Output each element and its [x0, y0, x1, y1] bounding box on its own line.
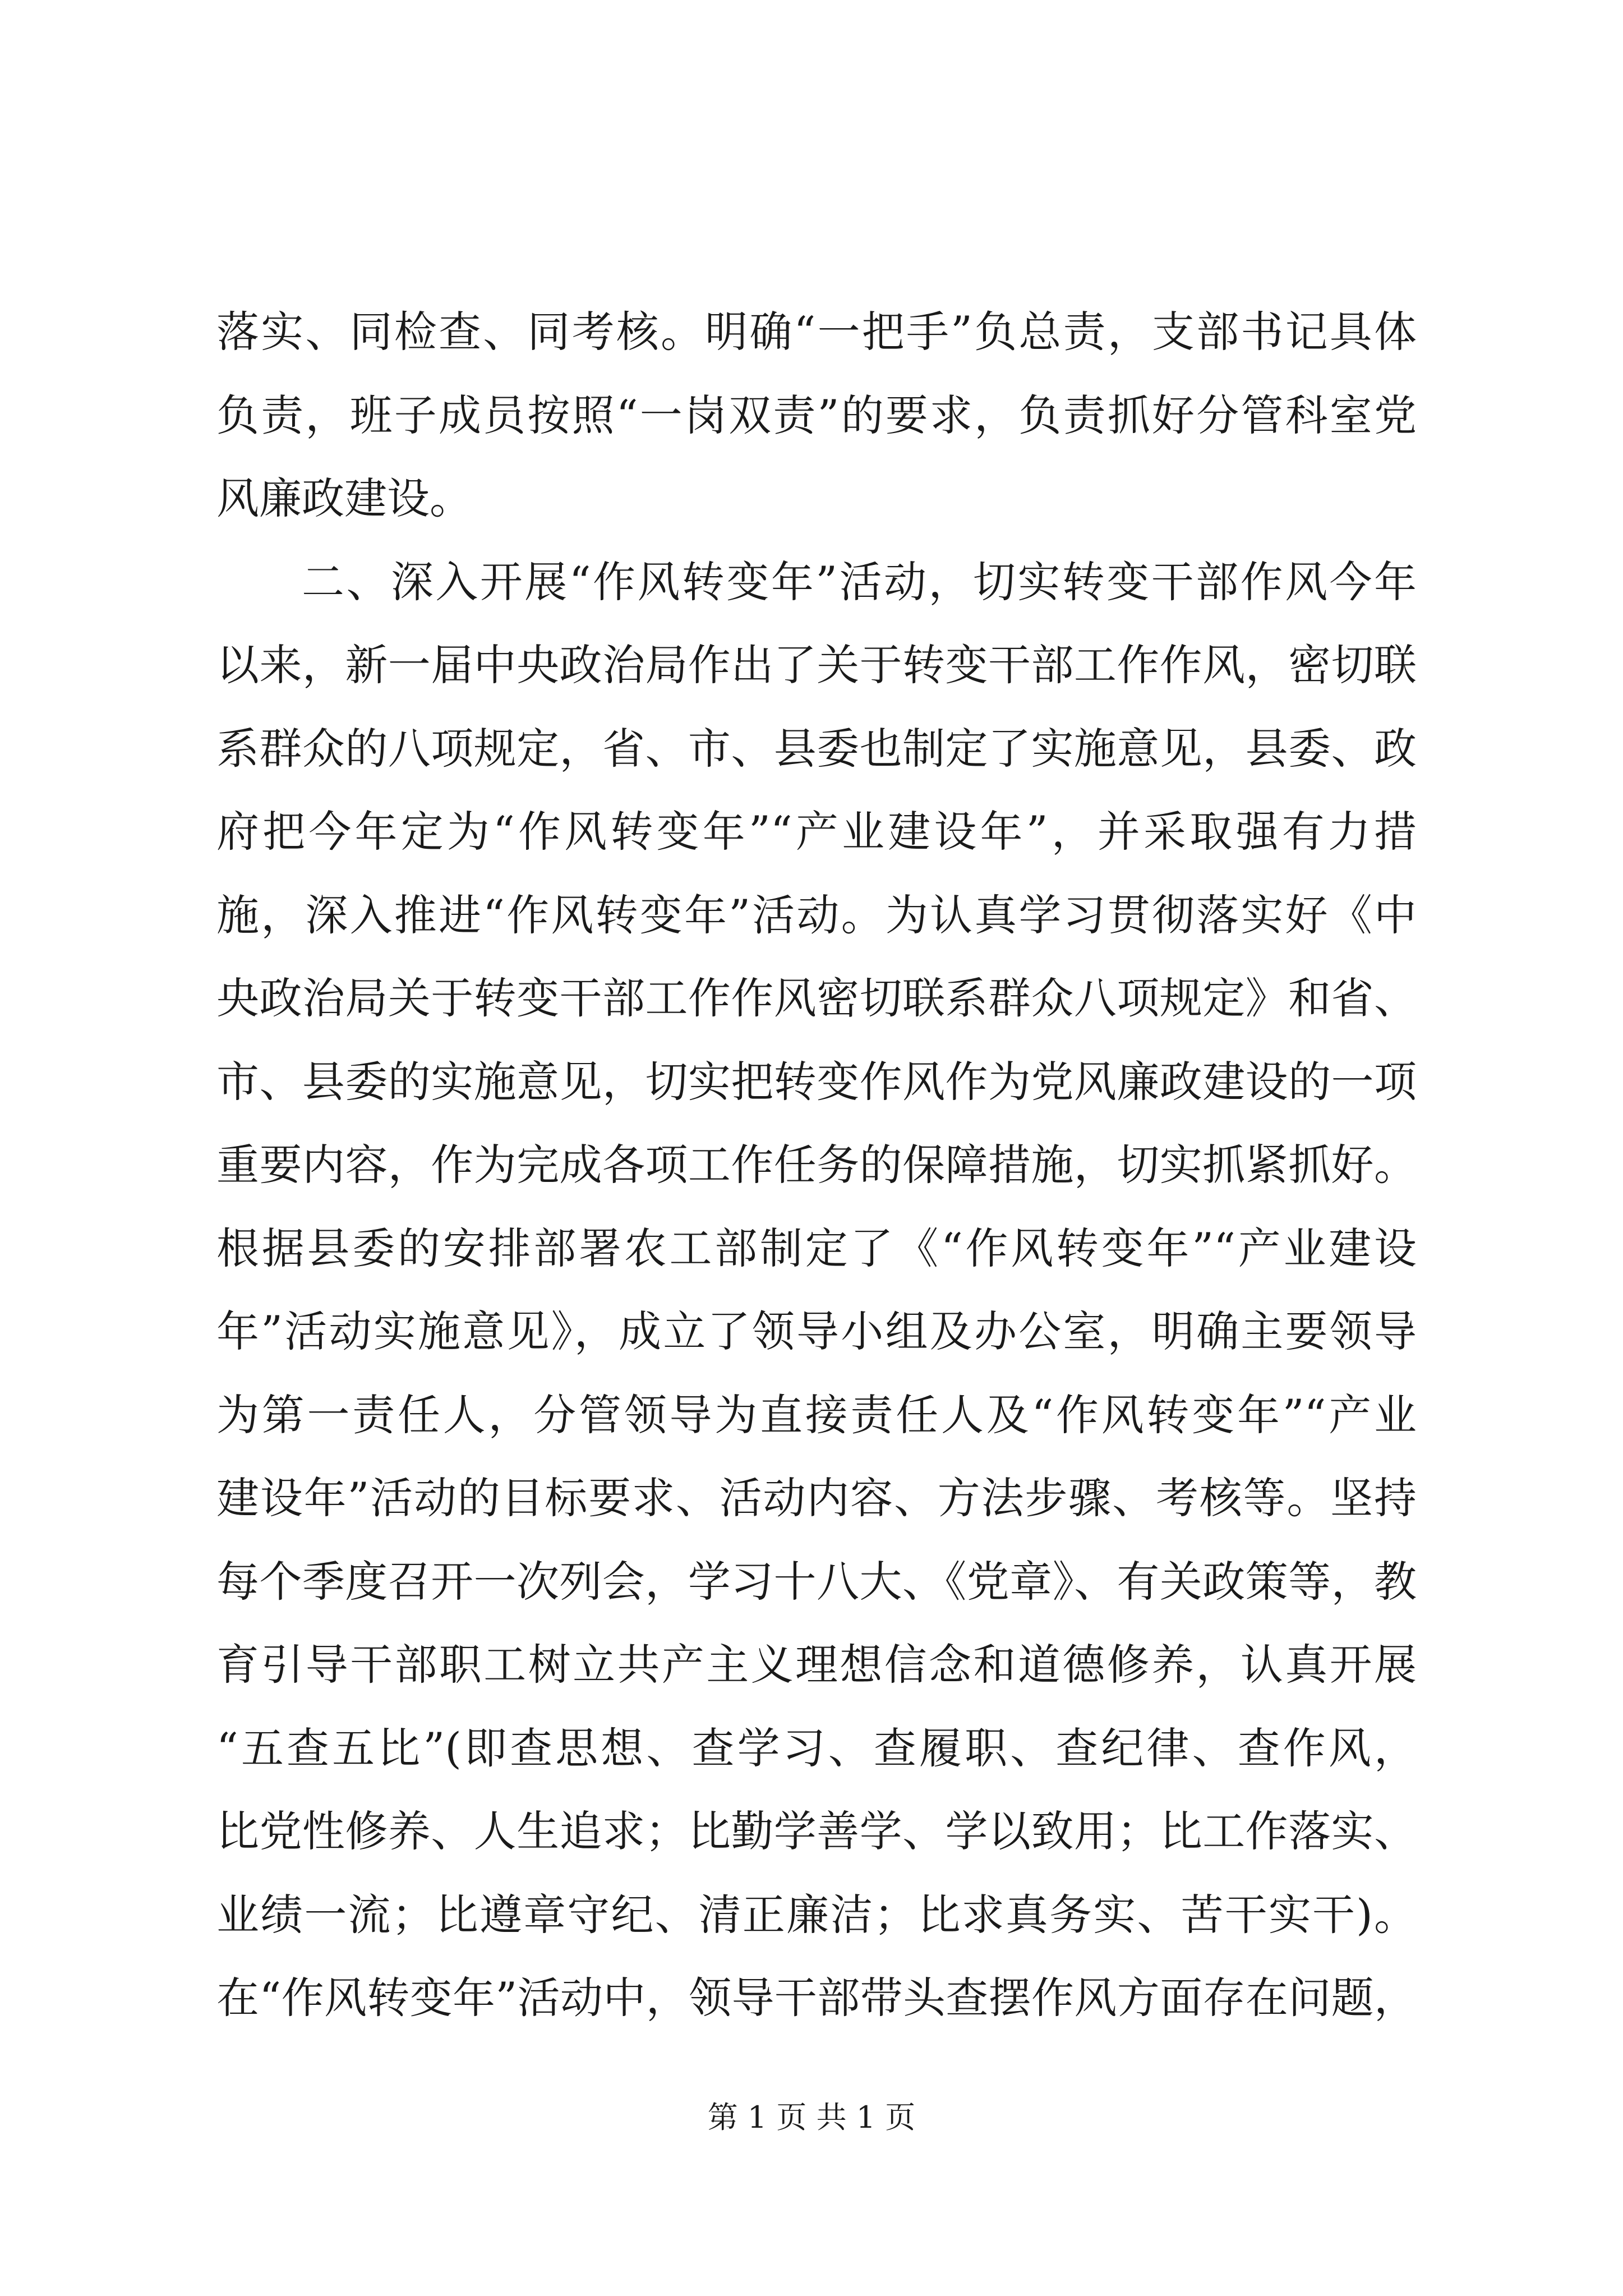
text-line: “五查五比”(即查思想、查学习、查履职、查纪律、查作风， — [216, 1723, 1417, 1773]
text-line: 重要内容，作为完成各项工作任务的保障措施，切实抓紧抓好。 — [216, 1140, 1417, 1190]
text-line: 系群众的八项规定，省、市、县委也制定了实施意见，县委、政 — [216, 723, 1417, 774]
text-line: 为第一责任人，分管领导为直接责任人及“作风转变年”“产业 — [216, 1389, 1417, 1440]
text-line: 负责，班子成员按照“一岗双责”的要求，负责抓好分管科室党 — [216, 390, 1417, 440]
text-line: 年”活动实施意见》，成立了领导小组及办公室，明确主要领导 — [216, 1306, 1417, 1356]
text-line: 每个季度召开一次列会，学习十八大、《党章》、有关政策等，教 — [216, 1556, 1417, 1607]
text-line: 市、县委的实施意见，切实把转变作风作为党风廉政建设的一项 — [216, 1056, 1417, 1107]
text-line: 在“作风转变年”活动中，领导干部带头查摆作风方面存在问题， — [216, 1973, 1417, 2023]
document-body — [216, 291, 1417, 2040]
text-line: 业绩一流；比遵章守纪、清正廉洁；比求真务实、苦干实干)。 — [216, 1889, 1417, 1940]
text-line: 施，深入推进“作风转变年”活动。为认真学习贯彻落实好《中 — [216, 890, 1417, 940]
text-line: 风廉政建设。 — [216, 473, 472, 523]
section-heading-line: 二、深入开展“作风转变年”活动，切实转变干部作风今年 — [302, 556, 1417, 607]
text-line: 以来，新一届中央政治局作出了关于转变干部工作作风，密切联 — [216, 640, 1417, 690]
text-line: 落实、同检查、同考核。明确“一把手”负总责，支部书记具体 — [216, 307, 1417, 357]
page-number-footer: 第 1 页 共 1 页 — [707, 2100, 916, 2135]
text-line: 央政治局关于转变干部工作作风密切联系群众八项规定》和省、 — [216, 973, 1417, 1023]
text-line: 比党性修养、人生追求；比勤学善学、学以致用；比工作落实、 — [216, 1806, 1417, 1856]
text-line: 育引导干部职工树立共产主义理想信念和道德修养，认真开展 — [216, 1640, 1417, 1690]
text-line: 根据县委的安排部署农工部制定了《“作风转变年”“产业建设 — [216, 1223, 1417, 1273]
text-line: 建设年”活动的目标要求、活动内容、方法步骤、考核等。坚持 — [216, 1473, 1417, 1523]
text-line: 府把今年定为“作风转变年”“产业建设年”，并采取强有力措 — [216, 807, 1417, 857]
